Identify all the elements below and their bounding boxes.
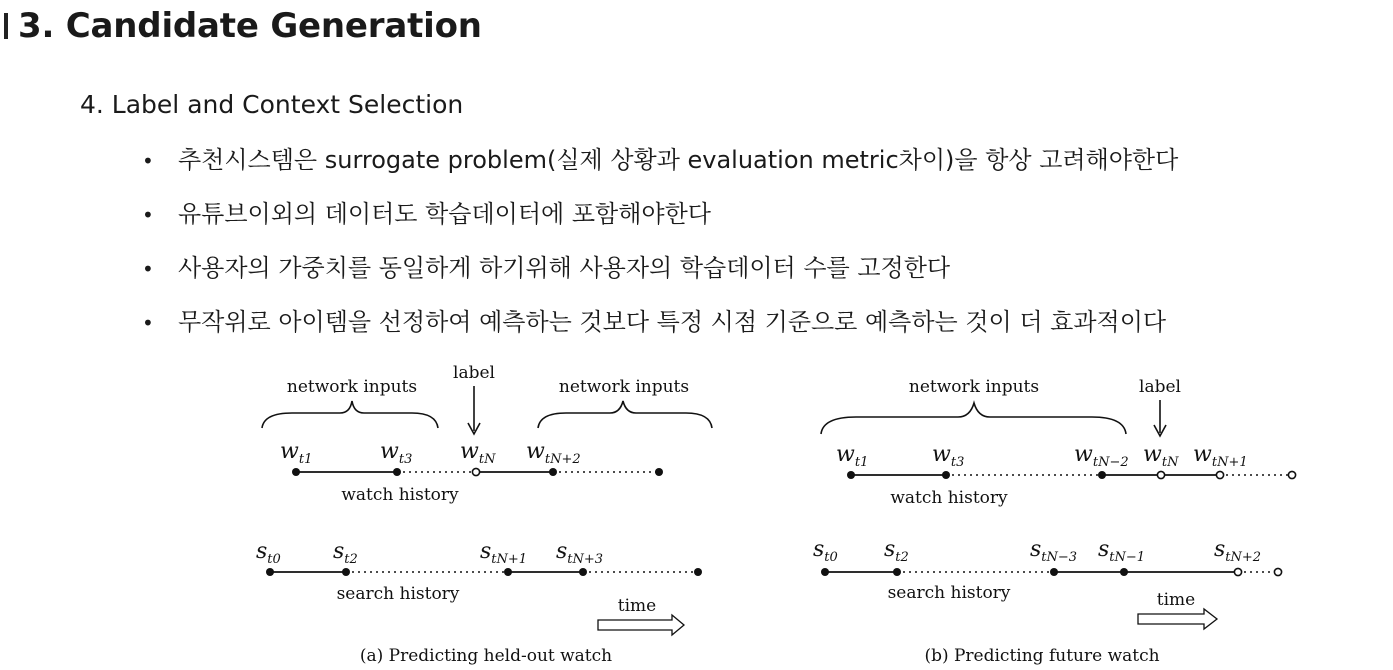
- search-node: [893, 568, 901, 576]
- slide-title: 3. Candidate Generation: [18, 6, 482, 46]
- bullet-text: 무작위로 아이템을 선정하여 예측하는 것보다 특정 시점 기준으로 예측하는 것이 더 효과적이다: [178, 308, 1167, 336]
- watch-label-w: $w_{t1}$: [836, 442, 869, 470]
- bullet-icon: •: [142, 257, 154, 281]
- search-node: [694, 568, 702, 576]
- search-node: [504, 568, 512, 576]
- watch-history-label: watch history: [341, 485, 459, 505]
- brace-left: [262, 401, 438, 428]
- watch-node: [942, 471, 950, 479]
- time-arrow-icon: [598, 615, 684, 635]
- bullet-icon: •: [142, 149, 154, 173]
- watch-node: [549, 468, 557, 476]
- search-label-s: $s_{t0}$: [256, 539, 281, 567]
- search-label-s: $s_{tN+2}$: [1214, 537, 1262, 565]
- search-node-open: [1234, 568, 1241, 575]
- search-label-s: $s_{tN-3}$: [1030, 537, 1078, 565]
- search-history-label: search history: [887, 583, 1011, 603]
- bullet-text: 유튜브이외의 데이터도 학습데이터에 포함해야한다: [178, 200, 711, 228]
- caption-b: (b) Predicting future watch: [924, 646, 1160, 666]
- title-accent-bar: [4, 13, 8, 39]
- watch-history-label: watch history: [890, 488, 1008, 508]
- bullet-icon: •: [142, 203, 154, 227]
- brace-label-network-inputs-right: network inputs: [558, 377, 690, 397]
- watch-node-open: [472, 468, 479, 475]
- label-text: label: [453, 363, 495, 383]
- watch-node-open: [1216, 471, 1223, 478]
- search-node-open: [1274, 568, 1281, 575]
- bullet-text: 사용자의 가중치를 동일하게 하기위해 사용자의 학습데이터 수를 고정한다: [178, 254, 951, 282]
- search-history-label: search history: [336, 584, 460, 604]
- search-node: [266, 568, 274, 576]
- search-label-s: $s_{tN+1}$: [480, 539, 528, 567]
- search-node: [342, 568, 350, 576]
- title-bar: [0, 6, 482, 46]
- watch-node: [393, 468, 401, 476]
- time-label: time: [617, 596, 657, 616]
- figure: [0, 355, 1393, 670]
- brace-wide: [821, 403, 1126, 434]
- search-node: [579, 568, 587, 576]
- search-label-s: $s_{t2}$: [333, 539, 358, 567]
- watch-label-w: $w_{tN}$: [1143, 442, 1179, 470]
- search-node: [1050, 568, 1058, 576]
- watch-node-open: [1288, 471, 1295, 478]
- search-node: [1120, 568, 1128, 576]
- watch-label-w: $w_{tN+1}$: [1193, 442, 1248, 470]
- search-label-s: $s_{tN-1}$: [1098, 537, 1146, 565]
- watch-node: [847, 471, 855, 479]
- brace-right: [538, 401, 712, 428]
- watch-label-w: $w_{t1}$: [280, 439, 313, 467]
- watch-node: [655, 468, 663, 476]
- figure-diagram: [0, 355, 1393, 670]
- time-label: time: [1156, 590, 1196, 610]
- watch-label-w: $w_{tN+2}$: [526, 439, 581, 467]
- search-label-s: $s_{tN+3}$: [556, 539, 604, 567]
- watch-node: [292, 468, 300, 476]
- bullet-icon: •: [142, 311, 154, 335]
- search-node: [821, 568, 829, 576]
- watch-node-open: [1157, 471, 1164, 478]
- label-text: label: [1139, 377, 1181, 397]
- time-arrow-icon: [1138, 609, 1217, 629]
- watch-node: [1098, 471, 1106, 479]
- watch-label-w: $w_{tN}$: [460, 439, 496, 467]
- bullet-text: 추천시스템은 surrogate problem(실제 상황과 evaluation metric차이)을 항상 고려해야한다: [178, 146, 1179, 174]
- bullet-item: [142, 248, 1178, 302]
- brace-label-network-inputs: network inputs: [908, 377, 1040, 397]
- bullet-item: [142, 302, 1178, 356]
- search-label-s: $s_{t2}$: [884, 537, 909, 565]
- panel-held-out-watch: [256, 363, 712, 666]
- section-subheading: 4. Label and Context Selection: [80, 90, 464, 119]
- search-label-s: $s_{t0}$: [813, 537, 838, 565]
- panel-future-watch: [813, 377, 1296, 666]
- brace-label-network-inputs-left: network inputs: [286, 377, 418, 397]
- caption-a: (a) Predicting held-out watch: [359, 646, 613, 666]
- bullet-list: [142, 140, 1178, 356]
- watch-label-w: $w_{t3}$: [380, 439, 413, 467]
- watch-label-w: $w_{tN-2}$: [1074, 442, 1129, 470]
- bullet-item: [142, 194, 1178, 248]
- watch-label-w: $w_{t3}$: [932, 442, 965, 470]
- bullet-item: [142, 140, 1178, 194]
